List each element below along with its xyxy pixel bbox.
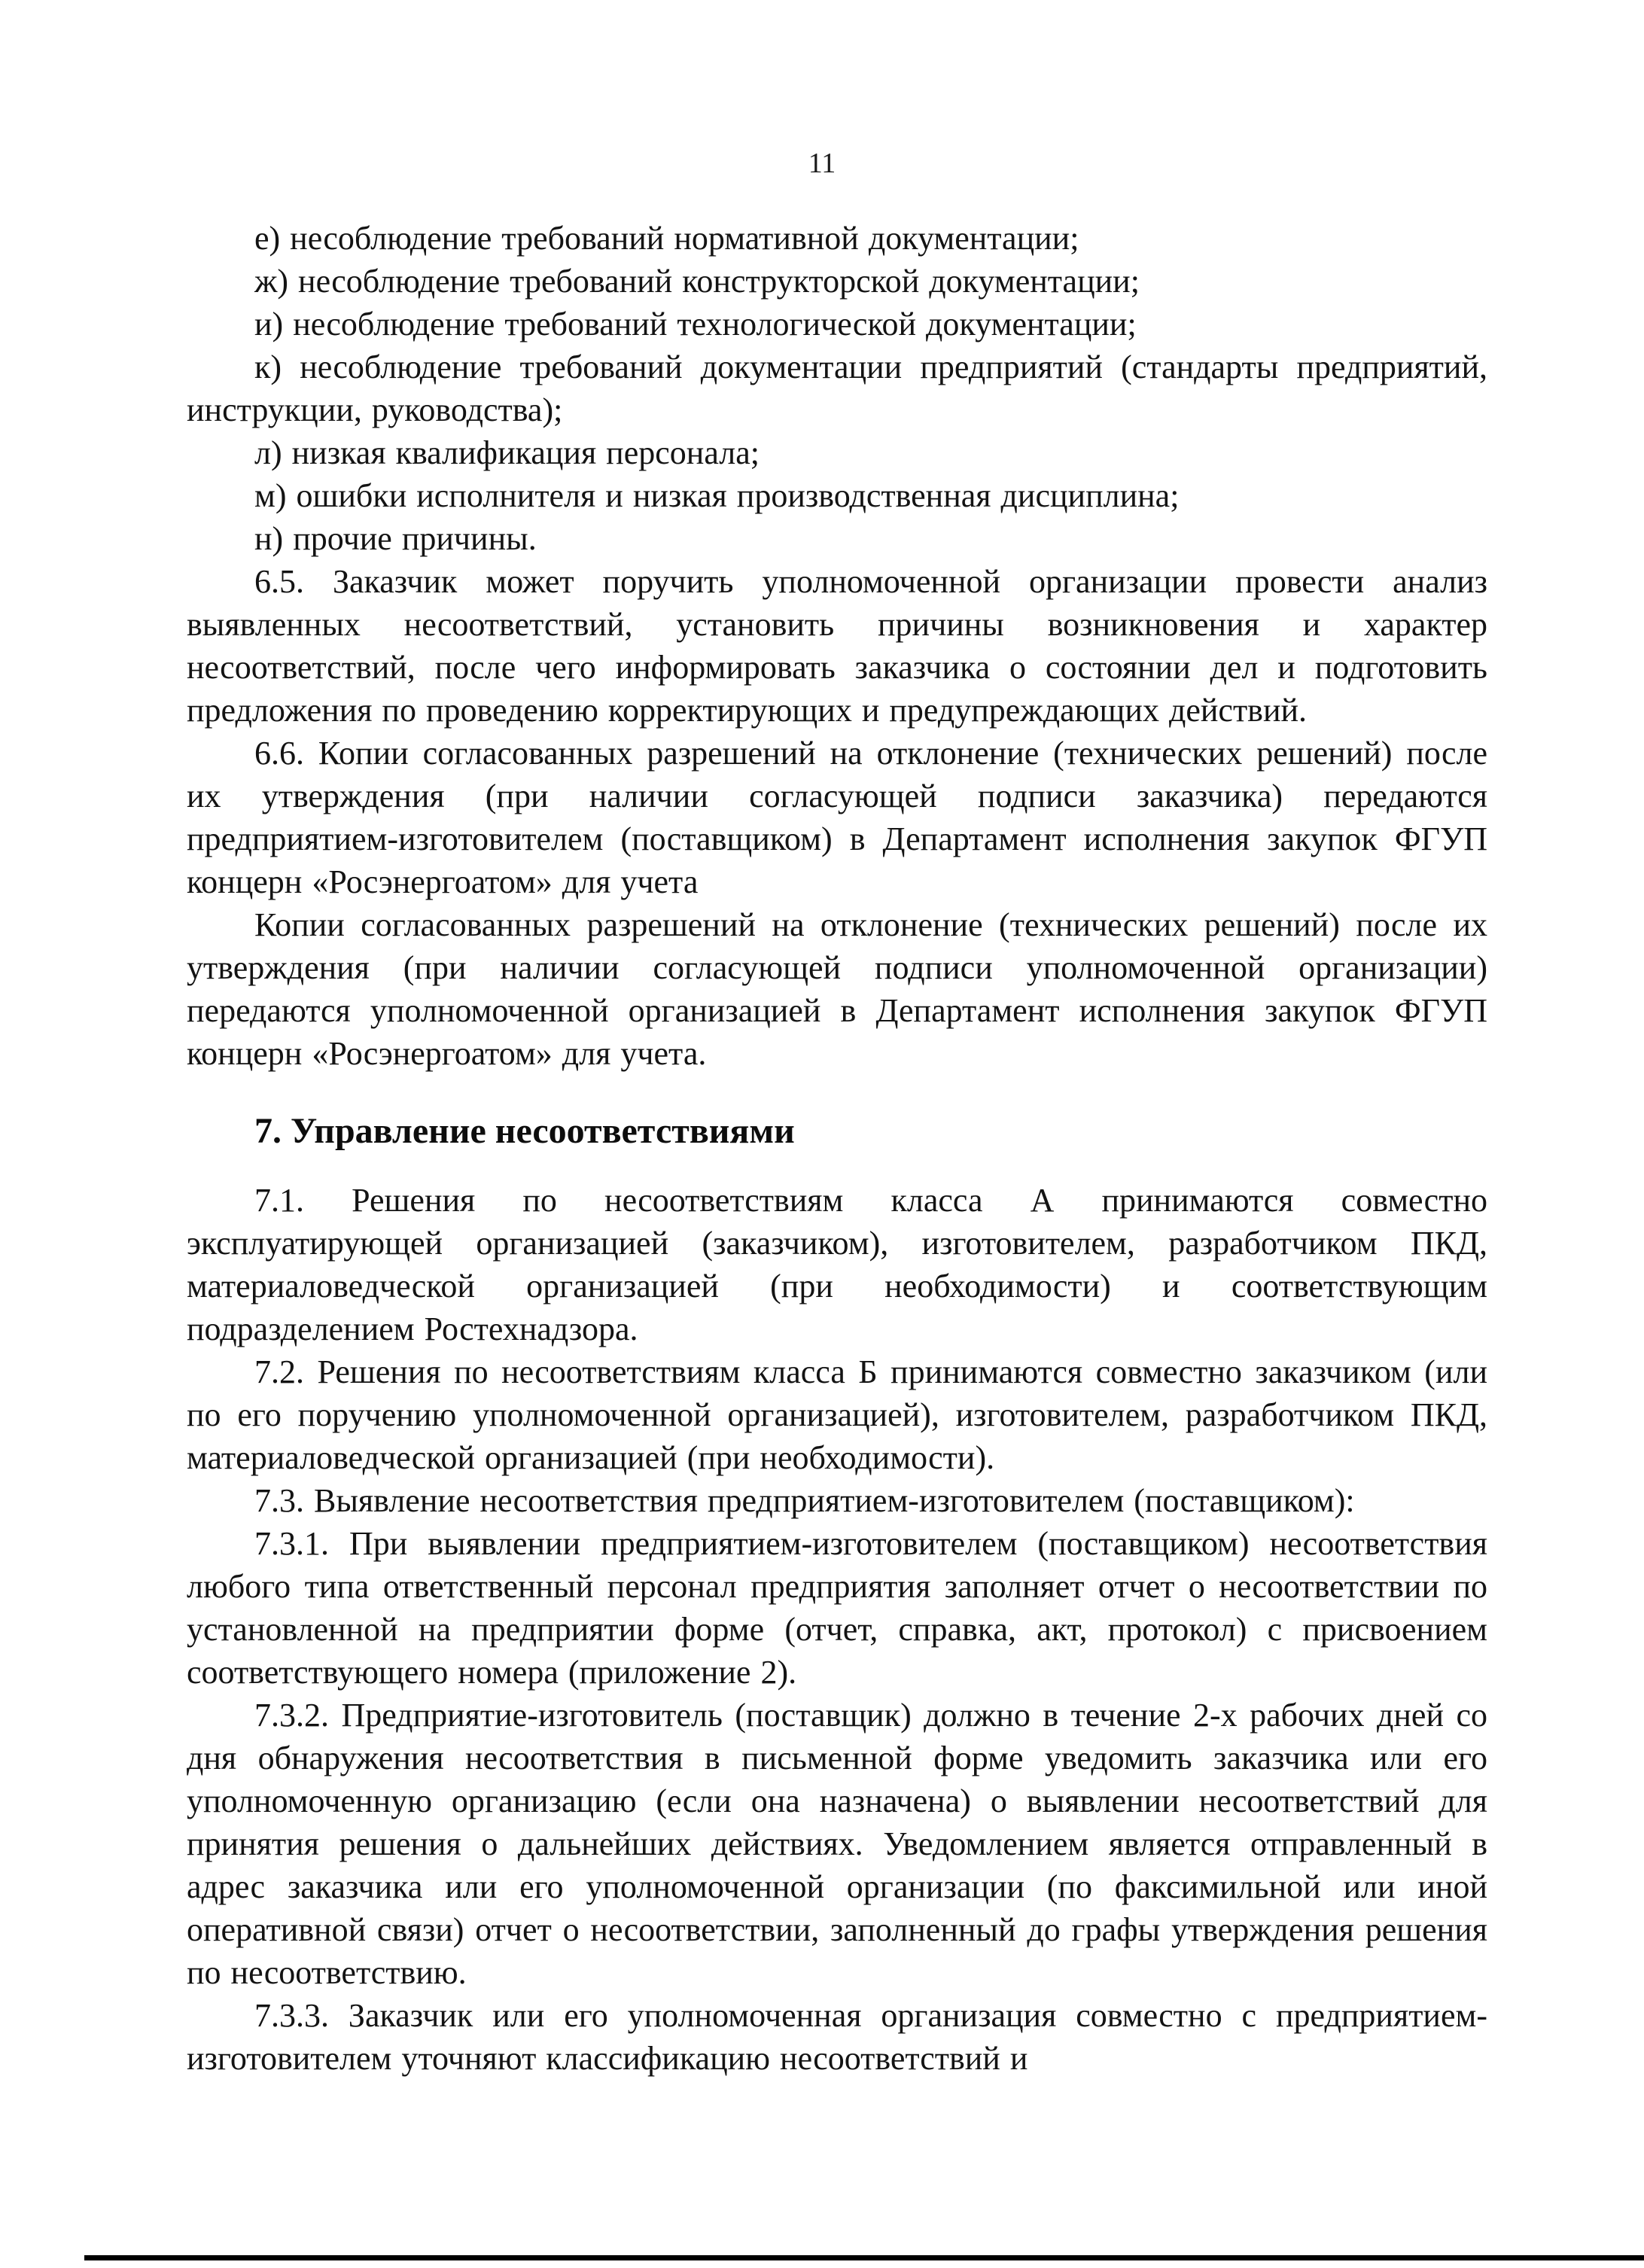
paragraph-7-2: 7.2. Решения по несоответствиям класса Б принимаются совместно заказчиком (или по его поручению уполномоченной организацией), изготовителем, разработчиком ПКД, материаловедческой организацией (при необходимости). bbox=[187, 1353, 1487, 1476]
list-item-zh: ж) несоблюдение требований конструкторской документации; bbox=[254, 263, 1140, 300]
scan-edge-artifact bbox=[84, 2255, 1644, 2260]
list-item-i: и) несоблюдение требований технологической документации; bbox=[254, 306, 1137, 342]
paragraph-6-6: 6.6. Копии согласованных разрешений на отклонение (технических решений) после их утверждения (при наличии согласующей подписи заказчика) передаются предприятием-изготовителем (поставщиком) в Департамент исполнения закупок ФГУП концерн «Росэнергоатом» для учета bbox=[187, 735, 1487, 900]
paragraph-7-3: 7.3. Выявление несоответствия предприятием-изготовителем (поставщиком): bbox=[254, 1482, 1355, 1519]
list-item-e: е) несоблюдение требований нормативной документации; bbox=[254, 220, 1079, 257]
paragraph-7-3-3: 7.3.3. Заказчик или его уполномоченная организация совместно с предприятием-изготовителем уточняют классификацию несоответствий и bbox=[187, 1997, 1487, 2077]
list-item-l: л) низкая квалификация персонала; bbox=[254, 434, 760, 471]
paragraph-7-1: 7.1. Решения по несоответствиям класса А принимаются совместно эксплуатирующей организацией (заказчиком), изготовителем, разработчиком ПКД, материаловедческой организацией (при необходимости) и соответствующим подразделением Ростехнадзора. bbox=[187, 1182, 1487, 1347]
paragraph-6-6-continuation: Копии согласованных разрешений на отклонение (технических решений) после их утверждения (при наличии согласующей подписи уполномоченной организации) передаются уполномоченной организацией в Департамент исполнения закупок ФГУП концерн «Росэнергоатом» для учета. bbox=[187, 906, 1487, 1072]
paragraph-7-3-1: 7.3.1. При выявлении предприятием-изготовителем (поставщиком) несоответствия любого типа ответственный персонал предприятия заполняет отчет о несоответствии по установленной на предприятии форме (отчет, справка, акт, протокол) с присвоением соответствующего номера (приложение 2). bbox=[187, 1525, 1487, 1691]
document-content bbox=[187, 217, 1487, 2080]
page-number: 11 bbox=[808, 148, 836, 179]
list-item-m: м) ошибки исполнителя и низкая производственная дисциплина; bbox=[254, 477, 1180, 514]
paragraph-6-5: 6.5. Заказчик может поручить уполномоченной организации провести анализ выявленных несоответствий, установить причины возникновения и характер несоответствий, после чего информировать заказчика о состоянии дел и подготовить предложения по проведению корректирующих и предупреждающих действий. bbox=[187, 563, 1487, 729]
paragraph-7-3-2: 7.3.2. Предприятие-изготовитель (поставщик) должно в течение 2-х рабочих дней со дня обнаружения несоответствия в письменной форме уведомить заказчика или его уполномоченную организацию (если она назначена) о выявлении несоответствий для принятия решения о дальнейших действиях. Уведомлением является отправленный в адрес заказчика или его уполномоченной организации (по факсимильной или иной оперативной связи) отчет о несоответствии, заполненный до графы утверждения решения по несоответствию. bbox=[187, 1697, 1487, 1991]
list-item-k: к) несоблюдение требований документации предприятий (стандарты предприятий, инструкции, руководства); bbox=[187, 349, 1487, 428]
list-item-n: н) прочие причины. bbox=[254, 520, 537, 557]
section-7-heading: 7. Управление несоответствиями bbox=[254, 1111, 795, 1151]
